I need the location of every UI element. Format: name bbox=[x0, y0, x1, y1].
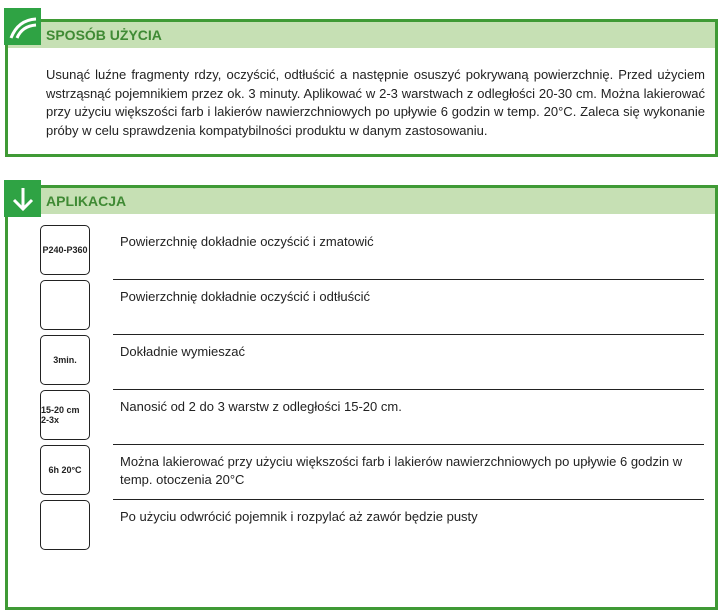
step-row bbox=[38, 445, 704, 500]
step-row bbox=[38, 390, 704, 445]
step-row bbox=[38, 225, 704, 280]
usage-paragraph: Usunąć luźne fragmenty rdzy, oczyścić, odtłuścić a następnie osuszyć pokrywaną powierzchnię. Przed użyciem wstrząsnąć pojemnikiem przez ok. 3 minuty. Aplikować w 2-3 warstwach z odległości 20-30 cm. Można lakierować przy użyciu większości farb i lakierów nawierzchniowych po upływie 6 godzin w temp. 20°C. Zaleca się wykonanie próby w celu sprawdzenia kompatybilności produktu w danym zastosowaniu. bbox=[46, 67, 705, 138]
shake-can-icon bbox=[40, 335, 90, 385]
section-header bbox=[8, 22, 715, 48]
icon-label: 3min. bbox=[53, 355, 77, 365]
step-text: Powierzchnię dokładnie oczyścić i odtłuścić bbox=[120, 289, 371, 304]
clock-icon bbox=[40, 445, 90, 495]
step-text: Dokładnie wymieszać bbox=[120, 344, 245, 359]
step-row bbox=[38, 335, 704, 390]
section-header bbox=[8, 188, 715, 214]
spray-waves-icon bbox=[4, 8, 41, 45]
step-text: Po użyciu odwrócić pojemnik i rozpylać aż zawór będzie pusty bbox=[120, 509, 478, 524]
icon-label: 15-20 cm 2-3x bbox=[41, 405, 80, 425]
section-title: SPOSÓB UŻYCIA bbox=[46, 27, 162, 43]
section-sposob-uzycia bbox=[5, 19, 718, 157]
step-text: Można lakierować przy użyciu większości farb i lakierów nawierzchniowych po upływie 6 godzin w temp. otoczenia 20°C bbox=[120, 454, 683, 487]
icon-label: P240-P360 bbox=[42, 245, 88, 255]
icon-label: 6h 20°C bbox=[48, 465, 82, 475]
step-text: Nanosić od 2 do 3 warstw z odległości 15-20 cm. bbox=[120, 399, 402, 414]
step-row bbox=[38, 280, 704, 335]
degrease-hand-icon bbox=[40, 280, 90, 330]
section-title: APLIKACJA bbox=[46, 193, 127, 209]
step-text: Powierzchnię dokładnie oczyścić i zmatowić bbox=[120, 234, 374, 249]
spray-distance-icon bbox=[40, 390, 90, 440]
arrow-down-icon bbox=[4, 180, 41, 217]
invert-can-icon bbox=[40, 500, 90, 550]
step-row bbox=[38, 500, 704, 555]
sanding-icon bbox=[40, 225, 90, 275]
